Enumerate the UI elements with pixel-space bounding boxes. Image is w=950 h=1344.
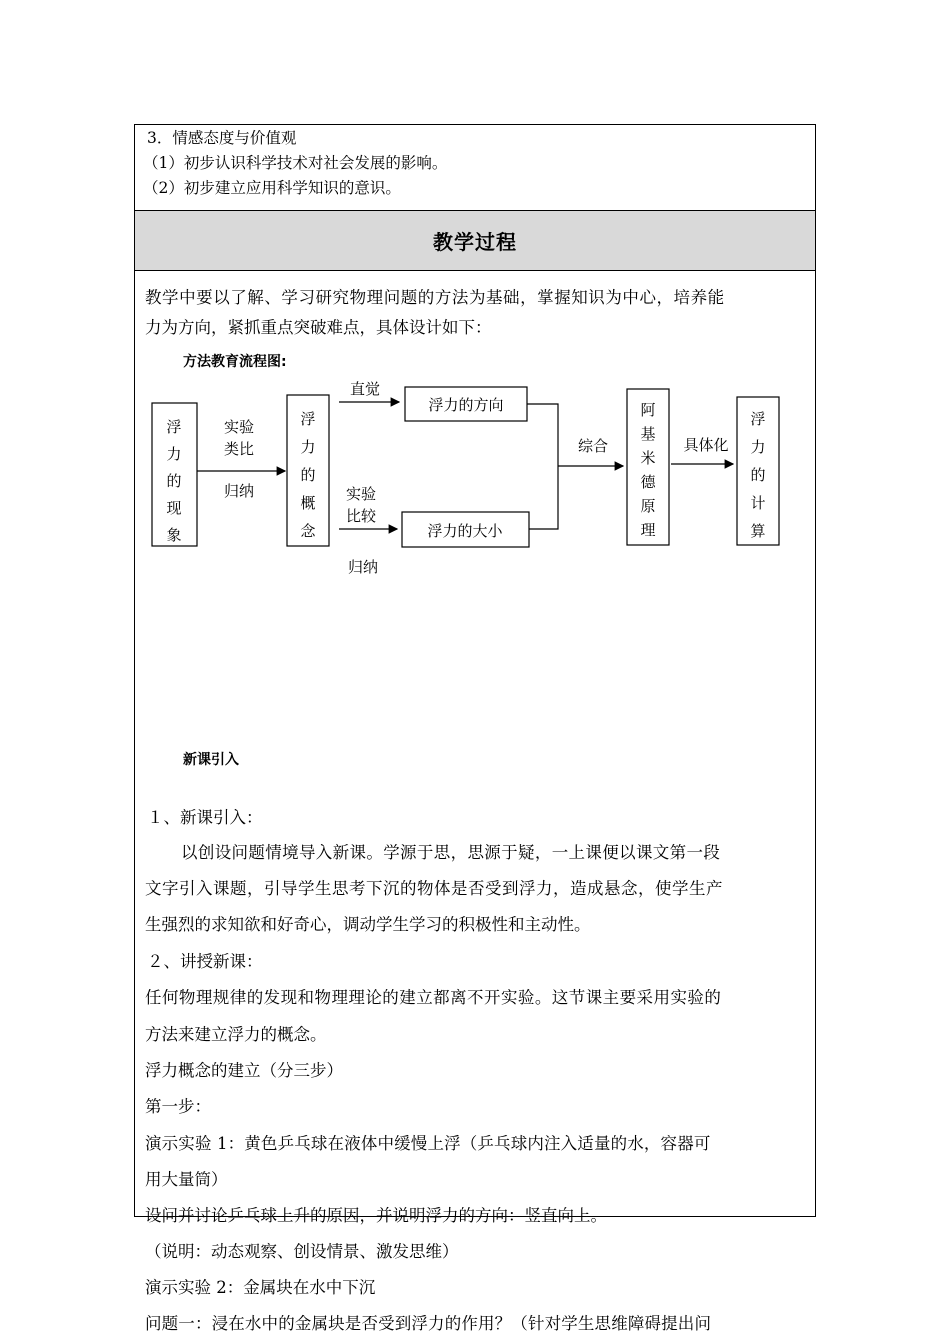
body-paragraph: ２、讲授新课：: [147, 952, 263, 971]
body-paragraph: 用大量筒）: [145, 1170, 228, 1189]
box-char: 阿: [640, 401, 656, 419]
body-paragraph: 设问并讨论乒乓球上升的原因，并说明浮力的方向：竖直向上。: [145, 1206, 607, 1225]
section-header-cell: [135, 211, 815, 271]
box-char: 的: [300, 466, 316, 484]
box-char: 德: [640, 473, 656, 491]
box-label: 浮力的大小: [427, 522, 503, 540]
box-concept: [287, 395, 329, 546]
box-char: 的: [166, 472, 182, 490]
label-compare: 比较: [345, 507, 377, 525]
box-char: 浮: [750, 410, 766, 428]
body-paragraph: １、新课引入：: [147, 808, 263, 827]
box-archimedes: [627, 389, 669, 545]
label-synthesis: 综合: [577, 437, 609, 455]
box-char: 现: [166, 499, 182, 517]
box-char: 力: [750, 438, 766, 456]
body-paragraph: 文字引入课题，引导学生思考下沉的物体是否受到浮力，造成悬念，使学生产: [145, 879, 723, 898]
body-paragraph: 演示实验 2：金属块在水中下沉: [145, 1278, 376, 1297]
body-paragraph: 问题一：浸在水中的金属块是否受到浮力的作用？（针对学生思维障碍提出问: [145, 1314, 712, 1333]
objectives-cell: [135, 125, 815, 211]
method-flowchart: [135, 381, 817, 591]
body-paragraph: 演示实验 1：黄色乒乓球在液体中缓慢上浮（乒乓球内注入适量的水，容器可: [145, 1134, 711, 1153]
box-char: 理: [640, 521, 656, 539]
label-experiment: 实验: [223, 418, 255, 436]
intro-line: 力为方向，紧抓重点突破难点，具体设计如下：: [145, 318, 492, 337]
objectives-heading: 3．情感态度与价值观: [147, 129, 297, 147]
body-paragraph: （说明：动态观察、创设情景、激发思维）: [145, 1242, 459, 1261]
box-char: 象: [166, 526, 182, 544]
section-title: 教学过程: [433, 230, 517, 254]
box-char: 概: [300, 494, 316, 512]
box-char: 米: [640, 449, 656, 467]
label-concretize: 具体化: [683, 436, 729, 454]
box-char: 力: [166, 445, 182, 463]
body-paragraph: 方法来建立浮力的概念。: [145, 1025, 327, 1044]
body-paragraph: 浮力概念的建立（分三步）: [145, 1061, 343, 1080]
label-induction: 归纳: [223, 482, 255, 500]
label-experiment: 实验: [345, 485, 377, 503]
lesson-table: [134, 124, 816, 1333]
merge-connector: [527, 404, 558, 529]
label-intuition: 直觉: [349, 381, 381, 399]
box-label: 浮力的方向: [428, 396, 504, 414]
box-char: 计: [750, 494, 766, 512]
label-analogy: 类比: [223, 440, 255, 458]
intro-line: 教学中要以了解、学习研究物理问题的方法为基础，掌握知识为中心，培养能: [145, 288, 725, 307]
box-char: 的: [750, 466, 766, 484]
box-char: 力: [300, 438, 316, 456]
body-paragraph: 以创设问题情境导入新课。学源于思，思源于疑，一上课便以课文第一段: [181, 843, 721, 862]
new-lesson-heading: 新课引入: [183, 752, 239, 768]
box-magnitude: [402, 512, 529, 547]
box-calculation: [737, 397, 779, 545]
box-char: 原: [640, 497, 656, 515]
box-phenomenon: [152, 403, 197, 546]
flowchart-title: 方法教育流程图:: [183, 354, 287, 370]
body-paragraph: 第一步：: [145, 1097, 211, 1116]
body-paragraph: 任何物理规律的发现和物理理论的建立都离不开实验。这节课主要采用实验的: [145, 988, 722, 1007]
box-char: 基: [640, 425, 656, 443]
objectives-item: （2）初步建立应用科学知识的意识。: [143, 179, 401, 197]
box-direction: [405, 387, 527, 421]
objectives-item: （1）初步认识科学技术对社会发展的影响。: [143, 154, 448, 172]
box-char: 念: [300, 522, 316, 540]
box-char: 浮: [300, 410, 316, 428]
box-char: 算: [750, 522, 766, 540]
label-induction: 归纳: [347, 558, 379, 576]
process-cell: [135, 271, 815, 1333]
body-paragraph: 生强烈的求知欲和好奇心，调动学生学习的积极性和主动性。: [145, 915, 591, 934]
box-char: 浮: [166, 418, 182, 436]
